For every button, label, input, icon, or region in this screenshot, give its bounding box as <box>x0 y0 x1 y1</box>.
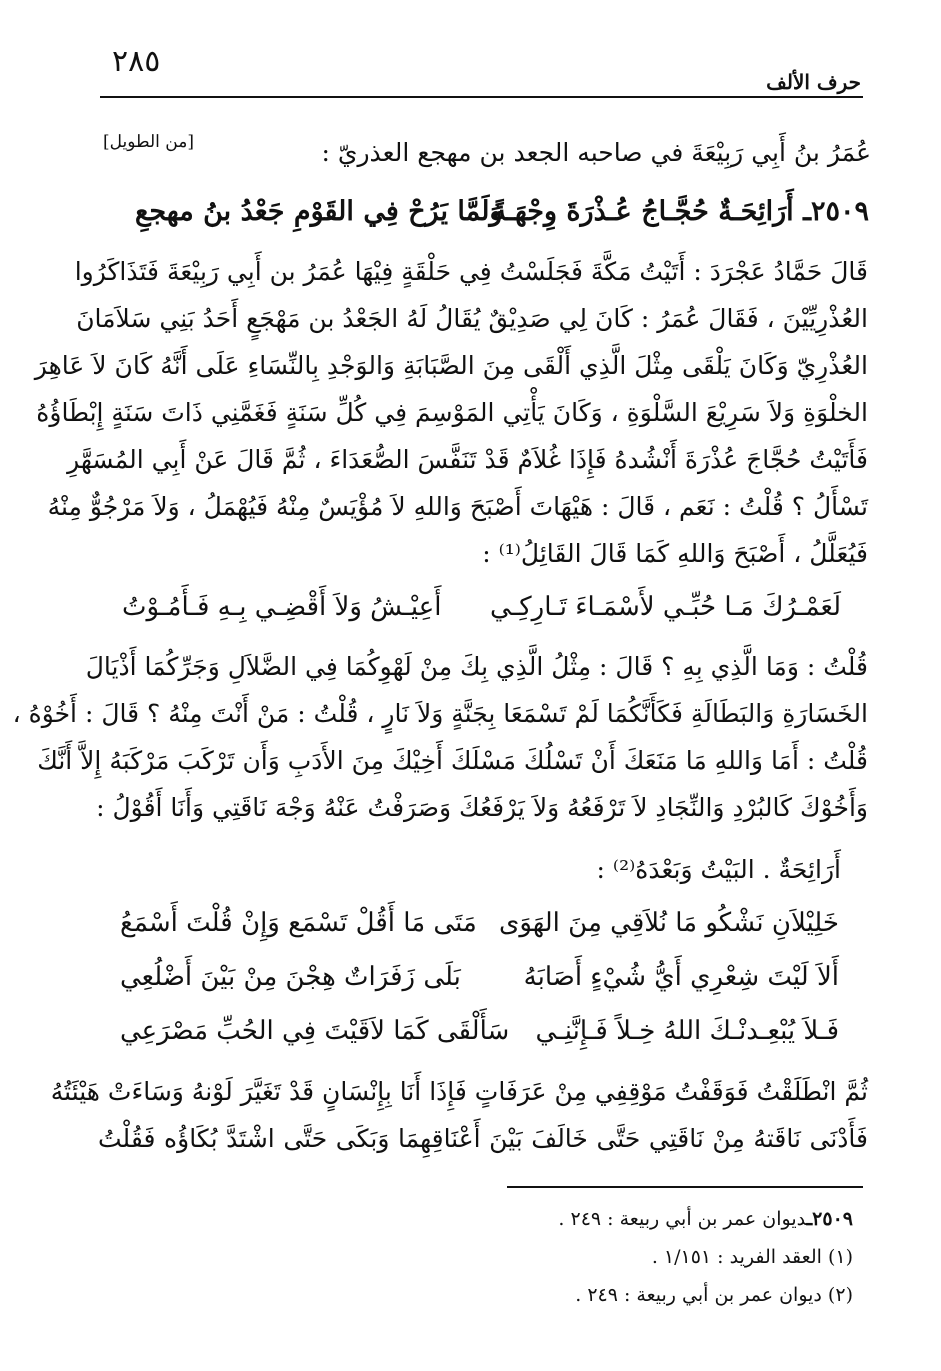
after-verse-1-right: خَلِيْلاَنِ نَشْكُو مَا نُلاَقِي مِنَ الهَوَى <box>498 908 839 938</box>
prose-line: فَأَتَيْتُ حُجَّاجَ عُذْرَةَ أَنْشُدهُ فَإِذَا غُلاَمٌ قَدْ تَنَفَّسَ الصُّعَدَاءَ ، ثُمَّ قَالَ عَنْ أَبِي المُسَهَّرِ <box>67 445 868 474</box>
prose-line: ثُمَّ انْطَلَقْتُ فَوَقَفْتُ مَوْقِفِي مِنْ عَرَفَاتٍ فَإِذَا أَنَا بِإِنْسَانٍ قَدْ تَغَيَّرَ لَوْنهُ وَسَاءَتْ هَيْئَتُهُ <box>50 1077 868 1106</box>
after-verse-3-left: سَأَلْقَى كَمَا لاَقَيْتَ فِي الحُبِّ مَصْرَعِي <box>120 1016 510 1046</box>
after-verse-3-right: فَـلاَ يُبْعِـدنْـكَ اللهُ خِـلاً فَـإِنَّنِـي <box>535 1016 839 1046</box>
footnote-main <box>558 1208 853 1230</box>
footnote-main-text: ديوان عمر بن أبي ربيعة : ٢٤٩ . <box>558 1208 807 1230</box>
prose-paragraph-2 <box>12 643 868 831</box>
prose-line: قُلْتُ : وَمَا الَّذِي بِهِ ؟ قَالَ : مِثْلُ الَّذِي بِكَ مِنْ لَهْوِكُمَا فِي الضَّلاَلِ وَجَرِّكُمَا أَذْيَالَ <box>85 652 868 681</box>
quote-verse-right: لَعَمْـرُكَ مَـا حُبِّـي لأَسْمَـاءَ تَـارِكِـي <box>489 592 841 622</box>
after-verse-2-left: بَلَى زَفَرَاتٌ هِجْنَ مِنْ بَيْنَ أَضْلُعِي <box>120 962 461 992</box>
footnote-1: (١) العقد الفريد : ١/١٥١ . <box>651 1246 853 1268</box>
prose-line: فَأَدْنَى نَاقَتهُ مِنْ نَاقَتِي حَتَّى خَالَفَ بَيْنَ أَعْنَاقِهِمَا وَبَكَى حَتَّى اشْتَدَّ بُكَاؤُه فَقُلْتُ <box>98 1124 868 1153</box>
footnote-main-number: ٢٥٠٩ـ <box>806 1208 853 1230</box>
header-rule <box>100 96 863 98</box>
poem-intro: عُمَرُ بنُ أَبِي رَبِيْعَةَ في صاحبه الجعد بن مهجع العذريّ : <box>321 138 871 167</box>
citation-line: أَرَائِحَةٌ . البَيْتُ وَبَعْدَهُ⁽²⁾ : <box>596 855 841 884</box>
verse-right-hemistich <box>492 196 869 227</box>
prose-line: وَأَخُوْكَ كَالبُرْدِ وَالنِّجَادِ لاَ تَرْفَعُهُ وَلاَ يَرْفَعُكَ وَصَرَفْتُ عَنْهُ وَجْهَ نَاقَتِي وَأَنَا أَقُوْلُ : <box>96 793 868 822</box>
prose-line: تَسْأَلُ ؟ قُلْتُ : نَعَم ، قَالَ : هَيْهَاتَ أَصْبَحَ وَاللهِ لاَ مُؤْيَسٌ مِنْهُ فَيُهْمَلُ ، وَلاَ مَرْجُوٌّ مِنْهُ <box>47 492 868 521</box>
prose-paragraph-1 <box>34 248 868 577</box>
page-number: ٢٨٥ <box>112 44 161 79</box>
after-verse-2-right: أَلاَ لَيْتَ شِعْرِي أَيُّ شُيْءٍ أَصَابَهُ <box>523 962 839 992</box>
after-verse-1-left: مَتَى مَا أَقُلْ تَسْمَع وَإِنْ قُلْتَ أَسْمَعُ <box>120 908 477 938</box>
prose-line: قُلْتُ : أَمَا وَاللهِ مَا مَنَعَكَ أَنْ تَسْلُكَ مَسْلَكَ أَخِيْكَ مِنَ الأَدَبِ وَأَن تَرْكَبَ مَرْكَبَهُ إِلاَّ أَنَّكَ <box>37 746 868 775</box>
quote-verse-left: أَعِيْـشُ وَلاَ أَقْضِـي بِـهِ فَـأَمُـوْتُ <box>122 592 442 622</box>
prose-paragraph-3 <box>50 1068 868 1162</box>
prose-line: العُذْرِيِّيْنَ ، فَقَالَ عُمَرُ : كَانَ لِي صَدِيْقٌ يُقَالُ لَهُ الجَعْدُ بن مَهْجَعٍ أَحَدُ بَنِي سَلاَمَانَ <box>76 304 868 333</box>
footnote-2: (٢) ديوان عمر بن أبي ربيعة : ٢٤٩ . <box>575 1284 853 1306</box>
chapter-title: حرف الألف <box>766 70 861 94</box>
prose-line: العُذْرِيّ وَكَانَ يَلْقَى مِثْلَ الَّذِي أَلْقَى مِنَ الصَّبَابَةِ وَالوَجْدِ بِالنِّسَاءِ عَلَى أَنَّهُ كَانَ لاَ عَاهِرَ <box>34 351 868 380</box>
verse-right-text: أَرَائِحَـةٌ حُجَّـاجُ عُـذْرَةَ وِجْهَـةً <box>492 196 794 227</box>
prose-line: الخلْوَةِ وَلاَ سَرِيْعَ السَّلْوَةِ ، وَكَانَ يَأْتِي المَوْسِمَ فِي كُلِّ سَنَةٍ فَغَمَّنِي ذَاتَ سَنَةٍ إِبْطَاؤُهُ <box>36 398 868 427</box>
prose-line: فَيُعَلَّلُ ، أَصْبَحَ وَاللهِ كَمَا قَالَ القَائِلُ⁽¹⁾ : <box>482 539 868 568</box>
meter-label: [من الطويل] <box>103 132 194 152</box>
footnote-rule <box>507 1186 863 1188</box>
verse-number: ٢٥٠٩ـ <box>803 196 869 227</box>
verse-left-hemistich: وَلَمَّا يَرُحْ فِي القَوْمِ جَعْدُ بنُ مهجعِ <box>135 196 503 227</box>
prose-line: الخَسَارَةِ وَالبَطَالَةِ فَكَأَنَّكُمَا لَمْ تَسْمَعَا بِجَنَّةٍ وَلاَ نَارٍ ، قُلْتُ : مَنْ أَنْتَ مِنْهُ ؟ قَالَ : أَخُوْهُ ، <box>12 699 868 728</box>
prose-line: قَالَ حَمَّادُ عَجْرَدَ : أَتَيْتُ مَكَّةَ فَجَلَسْتُ فِي حَلْقَةٍ فِيْهَا عُمَرُ بن أَبِي رَبِيْعَةَ فَتَذَاكَرُوا <box>74 257 868 286</box>
